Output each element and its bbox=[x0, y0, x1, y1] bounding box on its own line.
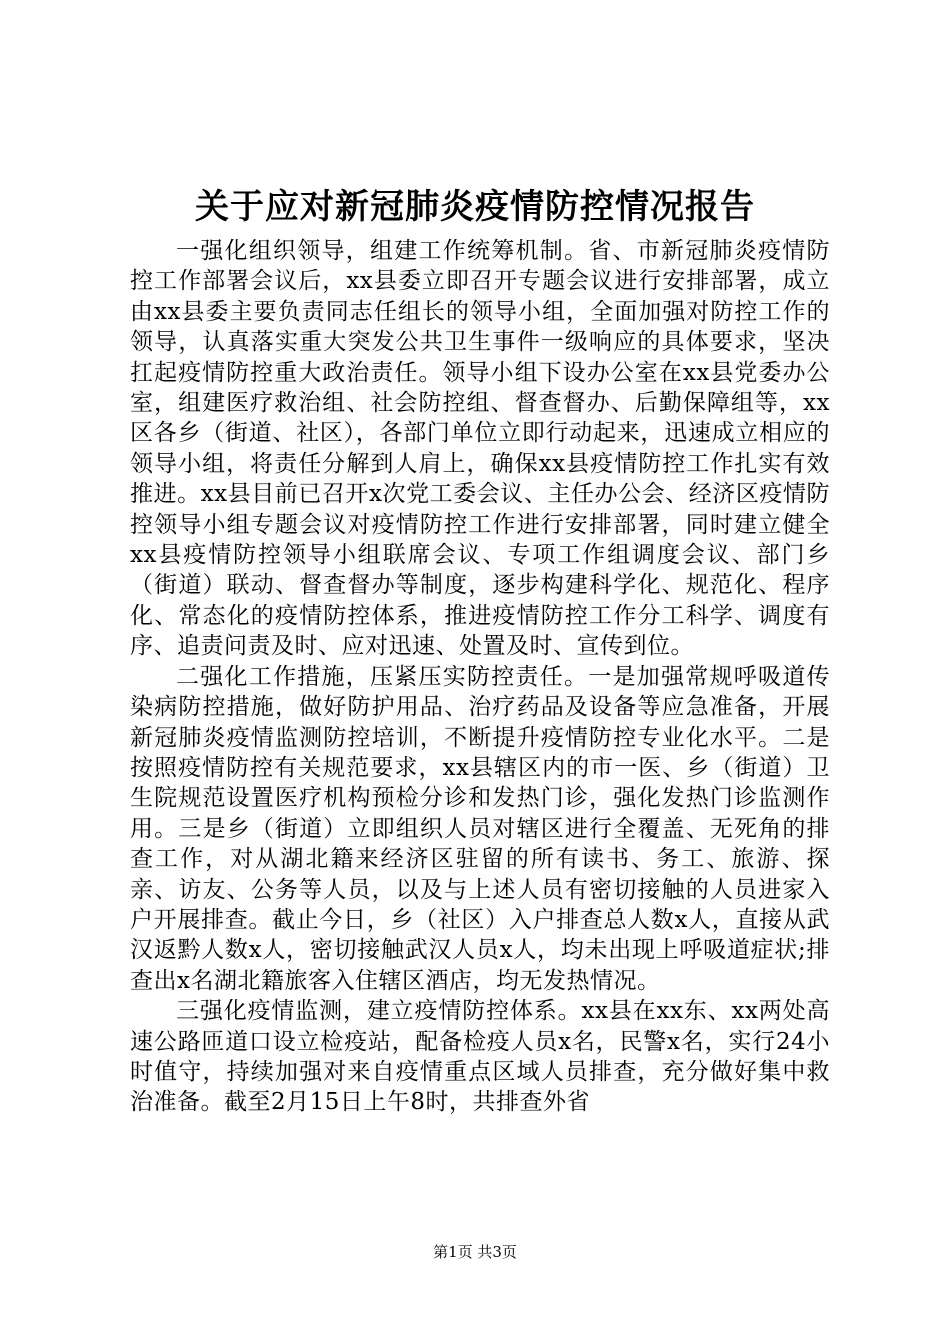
paragraph-1: 一强化组织领导，组建工作统筹机制。省、市新冠肺炎疫情防控工作部署会议后，xx县委立即召开专题会议进行安排部署，成立由xx县委主要负责同志任组长的领导小组，全面加强对防控工作的领导，认真落实重大突发公共卫生事件一级响应的具体要求，坚决扛起疫情防控重大政治责任。领导小组下设办公室在xx县党委办公室，组建医疗救治组、社会防控组、督查督办、后勤保障组等，xx区各乡（街道、社区），各部门单位立即行动起来，迅速成立相应的领导小组，将责任分解到人肩上，确保xx县疫情防控工作扎实有效推进。xx县目前已召开x次党工委会议、主任办公会、经济区疫情防控领导小组专题会议对疫情防控工作进行安排部署，同时建立健全xx县疫情防控领导小组联席会议、专项工作组调度会议、部门乡（街道）联动、督查督办等制度，逐步构建科学化、规范化、程序化、常态化的疫情防控体系，推进疫情防控工作分工科学、调度有序、追责问责及时、应对迅速、处置及时、宣传到位。 bbox=[130, 238, 830, 660]
document-body bbox=[130, 236, 830, 1118]
paragraph-2: 二强化工作措施，压紧压实防控责任。一是加强常规呼吸道传染病防控措施，做好防护用品、治疗药品及设备等应急准备，开展新冠肺炎疫情监测防控培训，不断提升疫情防控专业化水平。二是按照疫情防控有关规范要求，xx县辖区内的市一医、乡（街道）卫生院规范设置医疗机构预检分诊和发热门诊，强化发热门诊监测作用。三是乡（街道）立即组织人员对辖区进行全覆盖、无死角的排查工作，对从湖北籍来经济区驻留的所有读书、务工、旅游、探亲、访友、公务等人员，以及与上述人员有密切接触的人员进家入户开展排查。截止今日，乡（社区）入户排查总人数x人，直接从武汉返黔人数x人，密切接触武汉人员x人，均未出现上呼吸道症状;排查出x名湖北籍旅客入住辖区酒店，均无发热情况。 bbox=[130, 663, 830, 994]
page-footer: 第1页 共3页 bbox=[433, 1243, 517, 1261]
document-title: 关于应对新冠肺炎疫情防控情况报告 bbox=[195, 187, 755, 227]
paragraph-3: 三强化疫情监测，建立疫情防控体系。xx县在xx东、xx两处高速公路匝道口设立检疫站，配备检疫人员x名，民警x名，实行24小时值守，持续加强对来自疫情重点区域人员排查，充分做好集中救治准备。截至2月15日上午8时，共排查外省 bbox=[130, 998, 830, 1116]
